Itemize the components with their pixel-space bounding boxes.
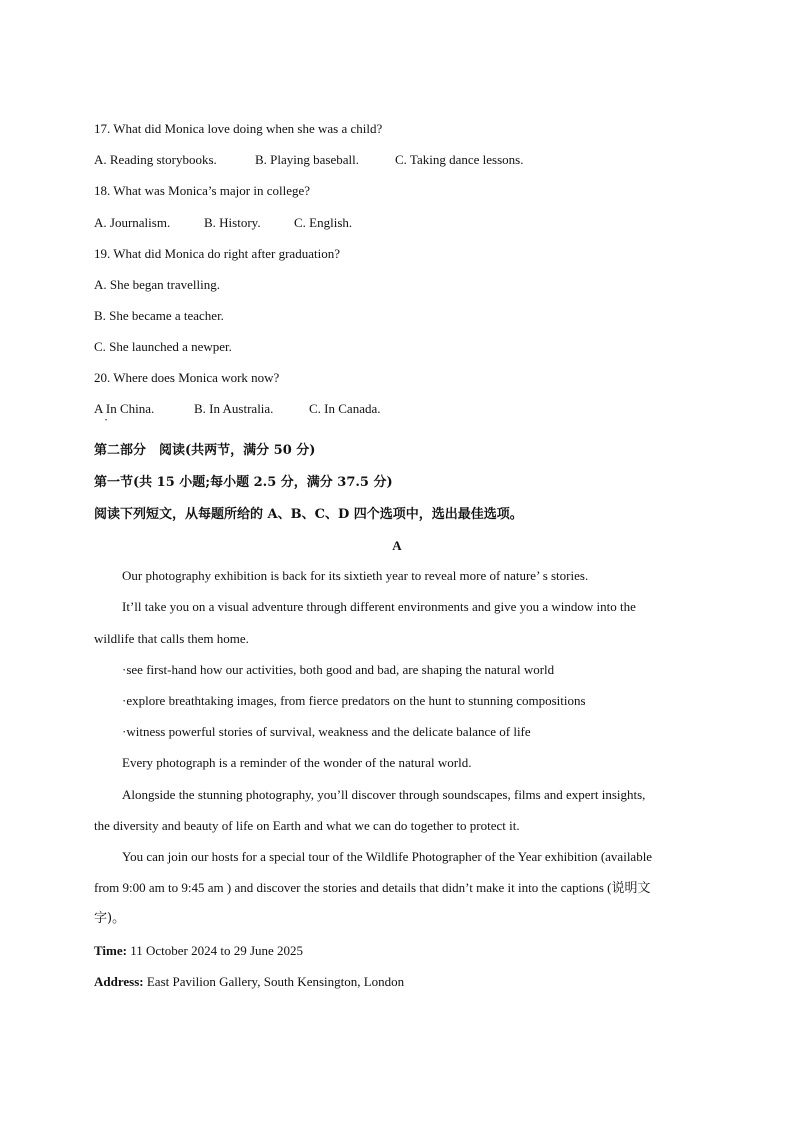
paragraph-1: Our photography exhibition is back for its sixtieth year to reveal more of nature’ s stories. xyxy=(122,568,589,583)
passage-label: A xyxy=(392,538,402,553)
option-c: C. In Canada. xyxy=(309,401,381,416)
paragraph-4-line-1: Alongside the stunning photography, you’ll discover through soundscapes, films and expert insights, xyxy=(122,787,646,802)
option-a: A. Journalism. xyxy=(94,215,171,230)
time-value: 11 October 2024 to 29 June 2025 xyxy=(126,943,304,958)
paragraph-2-line-2: wildlife that calls them home. xyxy=(94,631,249,646)
option-c: C. English. xyxy=(294,215,353,230)
question-17: 17. What did Monica love doing when she was a child? xyxy=(94,121,383,136)
option-b: B. History. xyxy=(204,215,261,230)
address-label: Address: xyxy=(94,974,144,989)
bullet-icon: · xyxy=(122,662,127,677)
time-label: Time: xyxy=(94,943,127,958)
question-19-option-a: A. She began travelling. xyxy=(94,277,220,292)
option-c: C. Taking dance lessons. xyxy=(395,152,524,167)
question-20: 20. Where does Monica work now? xyxy=(94,370,280,385)
address-line xyxy=(94,974,404,990)
question-19-option-c: C. She launched a newper. xyxy=(94,339,232,354)
paragraph-2-line-1: It’ll take you on a visual adventure through different environments and give you a window into the xyxy=(122,599,636,614)
bullet-item: ·explore breathtaking images, from fierce predators on the hunt to stunning compositions xyxy=(122,693,586,708)
question-17-options xyxy=(94,152,523,168)
bullet-icon: · xyxy=(122,724,127,739)
address-value: East Pavilion Gallery, South Kensington, London xyxy=(143,974,405,989)
question-19: 19. What did Monica do right after graduation? xyxy=(94,246,340,261)
option-b: B. Playing baseball. xyxy=(255,152,359,167)
paragraph-4-line-2: the diversity and beauty of life on Earth and what we can do together to protect it. xyxy=(94,818,520,833)
option-a: A In China. xyxy=(94,401,155,416)
section-subtitle: 第一节(共 15 小题;每小题 2.5 分，满分 37.5 分) xyxy=(94,475,393,490)
paragraph-5-line-2: from 9:00 am to 9:45 am ) and discover the stories and details that didn’t make it into the captions (说明文 xyxy=(94,880,651,895)
bullet-icon: · xyxy=(122,693,127,708)
question-18: 18. What was Monica’s major in college? xyxy=(94,183,311,198)
paragraph-5-line-3: 字)。 xyxy=(94,911,126,926)
stray-dot: • xyxy=(105,418,108,424)
option-a: A. Reading storybooks. xyxy=(94,152,217,167)
question-20-options xyxy=(94,401,380,417)
instruction: 阅读下列短文，从每题所给的 A、B、C、D 四个选项中，选出最佳选项。 xyxy=(94,507,523,522)
time-line xyxy=(94,943,303,959)
paragraph-3: Every photograph is a reminder of the wonder of the natural world. xyxy=(122,755,472,770)
part-title: 第二部分 阅读(共两节，满分 50 分) xyxy=(94,443,316,458)
bullet-item: ·see first-hand how our activities, both good and bad, are shaping the natural world xyxy=(122,662,555,677)
option-b: B. In Australia. xyxy=(194,401,274,416)
question-18-options xyxy=(94,215,352,231)
question-19-option-b: B. She became a teacher. xyxy=(94,308,224,323)
bullet-item: ·witness powerful stories of survival, weakness and the delicate balance of life xyxy=(122,724,531,739)
paragraph-5-line-1: You can join our hosts for a special tour of the Wildlife Photographer of the Year exhibition (available xyxy=(122,849,653,864)
